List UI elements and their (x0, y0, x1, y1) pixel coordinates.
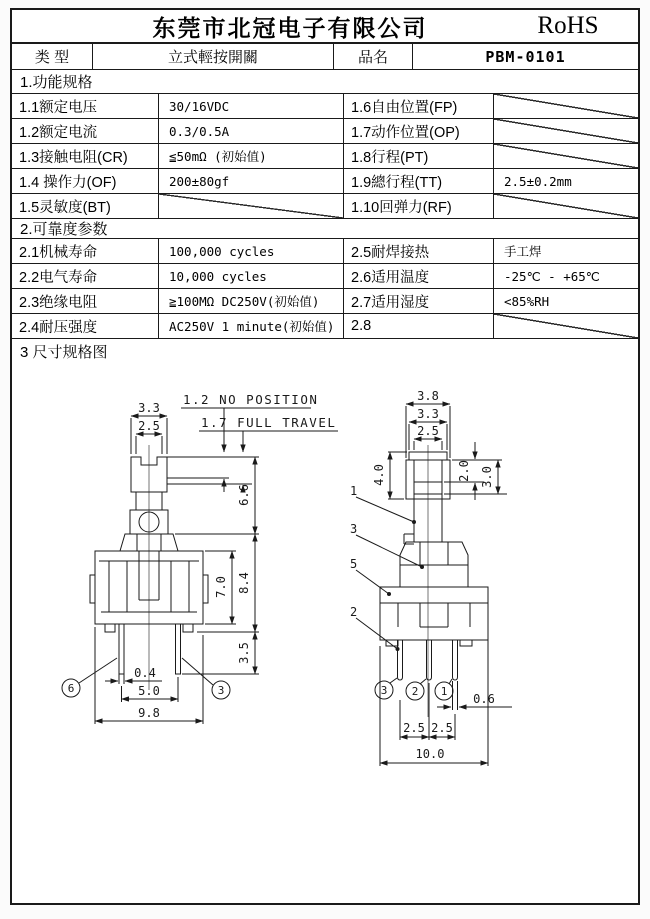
section3-title: 3 尺寸规格图 (12, 339, 638, 363)
dimension-drawings (12, 363, 638, 903)
spec-value: 100,000 cycles (159, 239, 344, 264)
dim-total-height: 8.4 (237, 572, 251, 594)
spec-value: 手工焊 (494, 239, 638, 264)
callout-6: 6 (67, 682, 75, 695)
side-view-drawing (57, 390, 347, 740)
dim-pitch-left: 2.5 (403, 721, 425, 735)
spec-value: <85%RH (494, 289, 638, 314)
dim-body-width: 10.0 (415, 747, 445, 761)
full-travel-label: 1.7 FULL TRAVEL (201, 415, 337, 430)
dim-step2: 3.0 (480, 466, 494, 488)
dimensions-front-view (372, 389, 512, 766)
spec-label: 1.3接触电阻(CR) (12, 144, 159, 169)
dim-pin-width: 0.6 (473, 692, 495, 706)
spec-label: 1.4 操作力(OF) (12, 169, 159, 194)
front-view-drawing (342, 387, 642, 772)
name-value: PBM-0101 (485, 47, 566, 66)
section2-title: 2.可靠度参数 (12, 219, 638, 239)
callout-3: 3 (217, 684, 225, 697)
callout-3: 3 (380, 684, 388, 697)
product-row (12, 44, 638, 70)
spec-value: AC250V 1 minute(初始值) (159, 314, 344, 339)
pin-callouts-front (375, 678, 453, 700)
spec-label: 2.5耐焊接热 (344, 239, 494, 264)
spec-label: 2.8 (344, 314, 494, 339)
spec-label: 2.3绝缘电阻 (12, 289, 159, 314)
company-title: 东莞市北冠电子有限公司 (152, 14, 428, 41)
spec-label: 2.4耐压强度 (12, 314, 159, 339)
switch-front-outline (380, 452, 488, 680)
dim-upper-height: 6.6 (237, 484, 251, 506)
spec-value: 30/16VDC (159, 94, 344, 119)
dim-pin-pitch: 5.0 (138, 684, 160, 698)
callout-1: 1 (440, 685, 448, 698)
header-row (12, 10, 638, 44)
dimensions-side-view (95, 401, 259, 724)
section2-table (12, 239, 638, 339)
dim-cap-outer: 3.3 (138, 401, 160, 415)
spec-value: -25℃ - +65℃ (494, 264, 638, 289)
dim-body-height: 7.0 (214, 576, 228, 598)
callout-2: 2 (411, 685, 419, 698)
type-label: 类 型 (12, 44, 93, 69)
spec-label: 1.8行程(PT) (344, 144, 494, 169)
spec-label: 1.7动作位置(OP) (344, 119, 494, 144)
spec-value: ≦50mΩ (初始值) (159, 144, 344, 169)
dim-cap-height: 4.0 (372, 464, 386, 486)
type-value: 立式輕按開關 (93, 44, 334, 69)
spec-value-empty (159, 194, 344, 219)
spec-value-empty (494, 194, 638, 219)
spec-value: 2.5±0.2mm (494, 169, 638, 194)
spec-value-empty (494, 119, 638, 144)
spec-value-empty (494, 314, 638, 339)
dim-top-outer: 3.8 (417, 389, 439, 403)
part-leaders (350, 484, 424, 651)
spec-label: 2.2电气寿命 (12, 264, 159, 289)
spec-label: 1.5灵敏度(BT) (12, 194, 159, 219)
rohs-mark: RoHS (537, 12, 599, 39)
document-frame (10, 8, 640, 905)
spec-label: 1.6自由位置(FP) (344, 94, 494, 119)
dim-pitch-right: 2.5 (431, 721, 453, 735)
spec-value: ≧100MΩ DC250V(初始值) (159, 289, 344, 314)
dim-pin-width: 0.4 (134, 666, 156, 680)
part-label-3: 3 (350, 522, 358, 536)
spec-value-empty (494, 144, 638, 169)
section1-table (12, 94, 638, 219)
spec-label: 2.1机械寿命 (12, 239, 159, 264)
spec-label: 1.9總行程(TT) (344, 169, 494, 194)
spec-value-empty (494, 94, 638, 119)
dim-step1: 2.0 (457, 460, 471, 482)
spec-label: 2.6适用温度 (344, 264, 494, 289)
dim-pin-height: 3.5 (237, 642, 251, 664)
section1-title: 1.功能规格 (12, 70, 638, 94)
dim-top-inner: 2.5 (417, 424, 439, 438)
part-label-5: 5 (350, 557, 358, 571)
dim-top-mid: 3.3 (417, 407, 439, 421)
part-label-2: 2 (350, 605, 358, 619)
dim-body-width: 9.8 (138, 706, 160, 720)
no-position-label: 1.2 NO POSITION (183, 392, 319, 407)
spec-value: 10,000 cycles (159, 264, 344, 289)
name-label: 品名 (334, 44, 413, 69)
spec-label: 1.2额定电流 (12, 119, 159, 144)
spec-value: 0.3/0.5A (159, 119, 344, 144)
spec-label: 1.1额定电压 (12, 94, 159, 119)
travel-annotations (167, 392, 338, 492)
part-label-1: 1 (350, 484, 358, 498)
spec-label: 1.10回弹力(RF) (344, 194, 494, 219)
spec-label: 2.7适用湿度 (344, 289, 494, 314)
dim-cap-inner: 2.5 (138, 419, 160, 433)
spec-value: 200±80gf (159, 169, 344, 194)
